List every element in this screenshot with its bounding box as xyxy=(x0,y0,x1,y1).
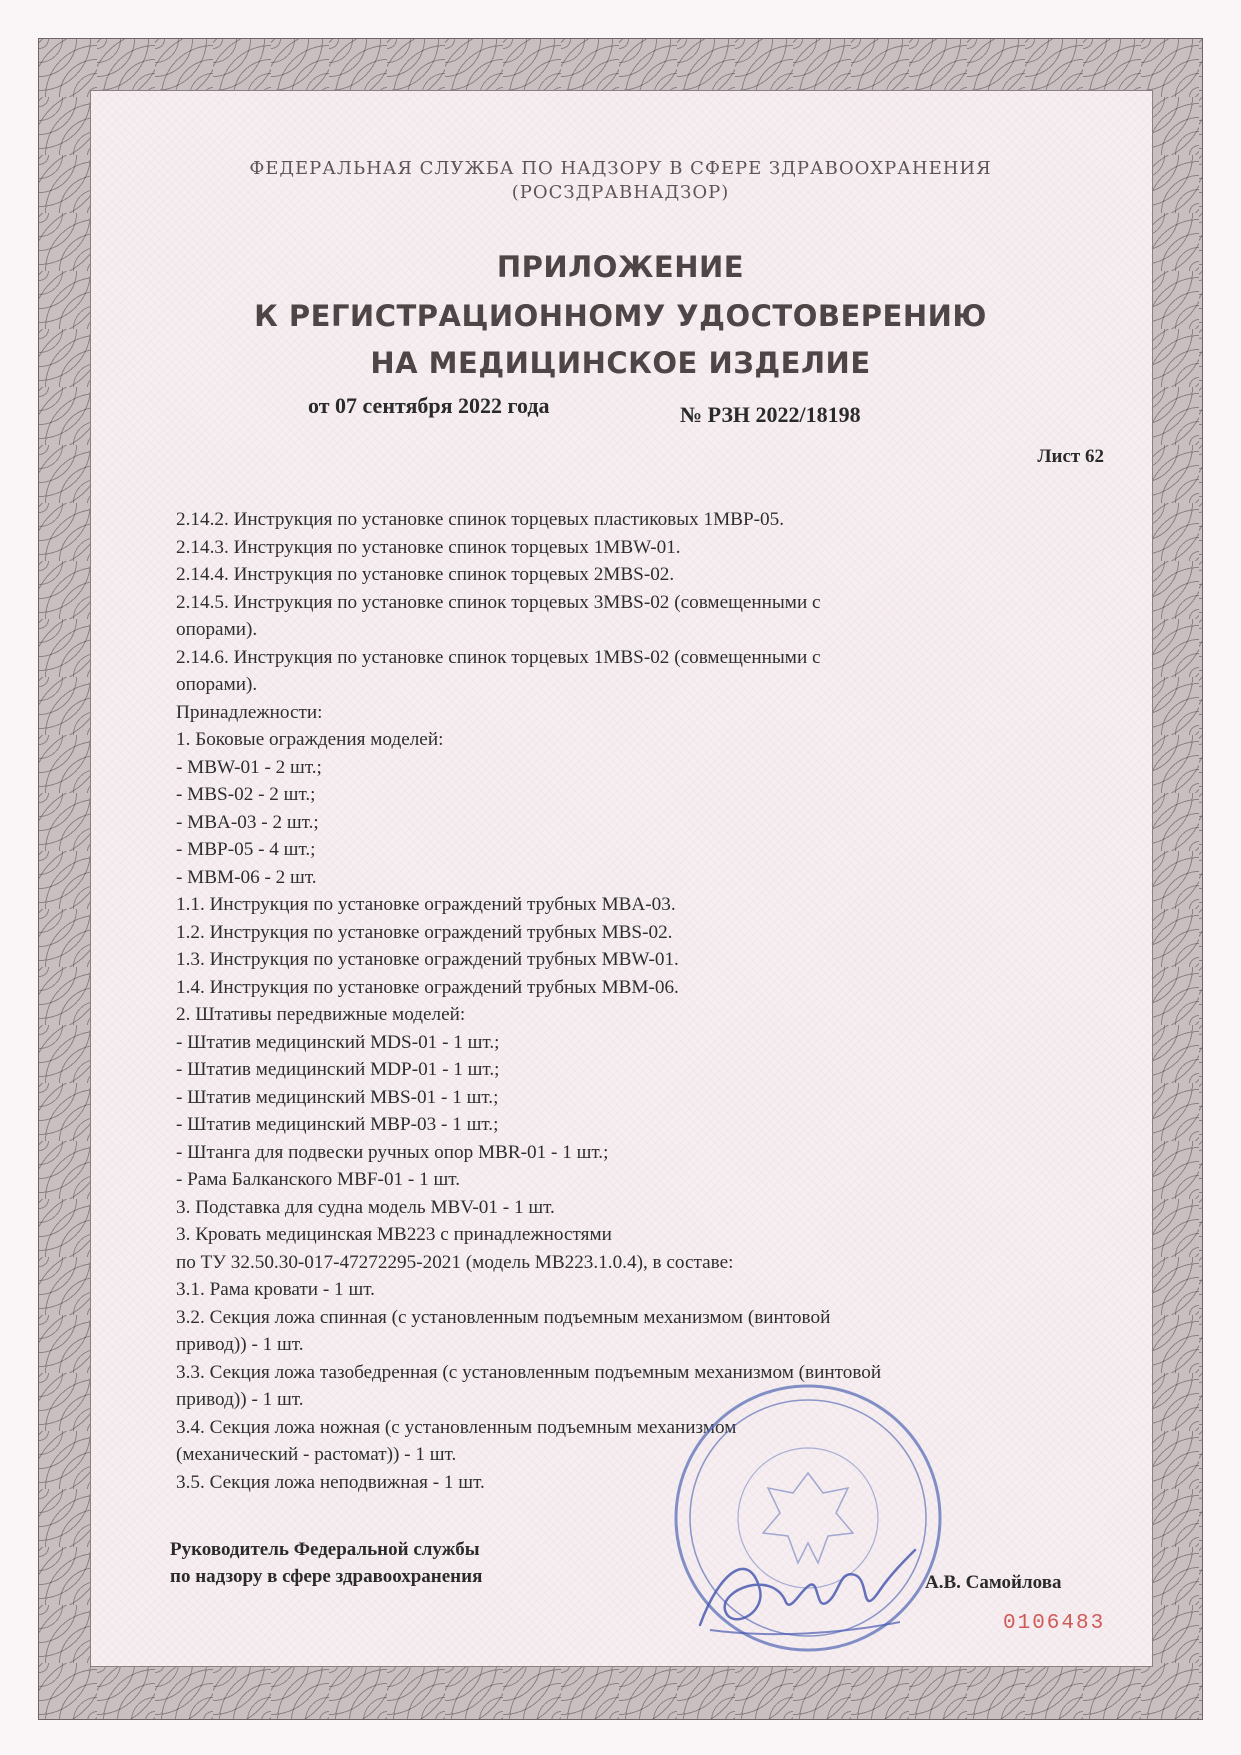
body-line: привод)) - 1 шт. xyxy=(176,1389,304,1410)
body-line: - Штатив медицинский MDS-01 - 1 шт.; xyxy=(176,1031,500,1053)
body-line: 2.14.4. Инструкция по установке спинок торцевых 2MBS-02. xyxy=(176,564,675,585)
body-line: опорами). xyxy=(176,674,258,695)
body-line: 2.14.3. Инструкция по установке спинок торцевых 1MBW-01. xyxy=(176,536,681,558)
serial-number: 0106483 xyxy=(1003,1612,1106,1635)
body-line: 1.4. Инструкция по установке ограждений трубных MBM-06. xyxy=(176,976,679,998)
document-subtitle-1: К РЕГИСТРАЦИОННОМУ УДОСТОВЕРЕНИЮ xyxy=(254,299,987,333)
document-subtitle-2: НА МЕДИЦИНСКОЕ ИЗДЕЛИЕ xyxy=(370,346,871,380)
registration-number: № РЗН 2022/18198 xyxy=(680,402,861,427)
body-line: - Штатив медицинский MDP-01 - 1 шт.; xyxy=(176,1059,500,1080)
body-line: 1.2. Инструкция по установке ограждений трубных MBS-02. xyxy=(176,921,673,943)
body-line: Принадлежности: xyxy=(176,701,323,723)
signatory-position xyxy=(170,1536,482,1590)
document-title: ПРИЛОЖЕНИЕ xyxy=(496,250,745,284)
body-line: 2.14.6. Инструкция по установке спинок торцевых 1MBS-02 (совмещенными с xyxy=(176,646,821,668)
body-line: по ТУ 32.50.30-017-47272295-2021 (модель MB223.1.0.4), в составе: xyxy=(176,1251,734,1273)
body-line: 1.1. Инструкция по установке ограждений трубных MBA-03. xyxy=(176,894,676,915)
body-line: 3.4. Секция ложа ножная (с установленным подъемным механизмом xyxy=(176,1416,737,1438)
agency-abbreviation: (РОСЗДРАВНАДЗОР) xyxy=(511,182,730,203)
signatory-name: А.В. Самойлова xyxy=(925,1572,1062,1593)
body-line: 1. Боковые ограждения моделей: xyxy=(176,729,444,750)
body-line: - Штатив медицинский MBP-03 - 1 шт.; xyxy=(176,1114,499,1135)
issue-date: от 07 сентября 2022 года xyxy=(308,393,550,418)
signatory-position-line1: Руководитель Федеральной службы xyxy=(170,1539,480,1560)
body-line: 1.3. Инструкция по установке ограждений трубных MBW-01. xyxy=(176,949,679,970)
body-line: опорами). xyxy=(176,619,258,640)
body-line: 3.2. Секция ложа спинная (с установленным подъемным механизмом (винтовой xyxy=(176,1306,831,1328)
body-line: 3.3. Секция ложа тазобедренная (с установленным подъемным механизмом (винтовой xyxy=(176,1361,882,1383)
body-line: - MBA-03 - 2 шт.; xyxy=(176,811,319,833)
body-line: - MBS-02 - 2 шт.; xyxy=(176,784,316,805)
signatory-position-line2: по надзору в сфере здравоохранения xyxy=(170,1566,483,1587)
body-line: 2. Штативы передвижные моделей: xyxy=(176,1004,466,1025)
body-line: привод)) - 1 шт. xyxy=(176,1334,304,1355)
sheet-number: Лист 62 xyxy=(1037,446,1104,467)
body-line: - Штатив медицинский MBS-01 - 1 шт.; xyxy=(176,1086,499,1108)
body-line: - Штанга для подвески ручных опор MBR-01 - 1 шт.; xyxy=(176,1141,609,1163)
body-line: 3.5. Секция ложа неподвижная - 1 шт. xyxy=(176,1471,485,1493)
handwritten-signature xyxy=(690,1530,920,1650)
body-line: - Рама Балканского MBF-01 - 1 шт. xyxy=(176,1169,461,1190)
body-line: 3. Кровать медицинская MB223 с принадлежностями xyxy=(176,1224,612,1245)
body-line: 3.1. Рама кровати - 1 шт. xyxy=(176,1279,375,1300)
agency-name: ФЕДЕРАЛЬНАЯ СЛУЖБА ПО НАДЗОРУ В СФЕРЕ ЗДРАВООХРАНЕНИЯ xyxy=(249,158,992,179)
body-line: - MBW-01 - 2 шт.; xyxy=(176,756,322,778)
body-line: (механический - растомат)) - 1 шт. xyxy=(176,1444,457,1465)
document-body xyxy=(176,506,1096,1496)
body-line: 2.14.5. Инструкция по установке спинок торцевых 3MBS-02 (совмещенными с xyxy=(176,591,821,613)
body-line: - MBP-05 - 4 шт.; xyxy=(176,839,316,860)
body-line: 2.14.2. Инструкция по установке спинок торцевых пластиковых 1MBP-05. xyxy=(176,509,785,530)
body-line: - MBM-06 - 2 шт. xyxy=(176,866,317,888)
body-line: 3. Подставка для судна модель MBV-01 - 1 шт. xyxy=(176,1196,555,1218)
